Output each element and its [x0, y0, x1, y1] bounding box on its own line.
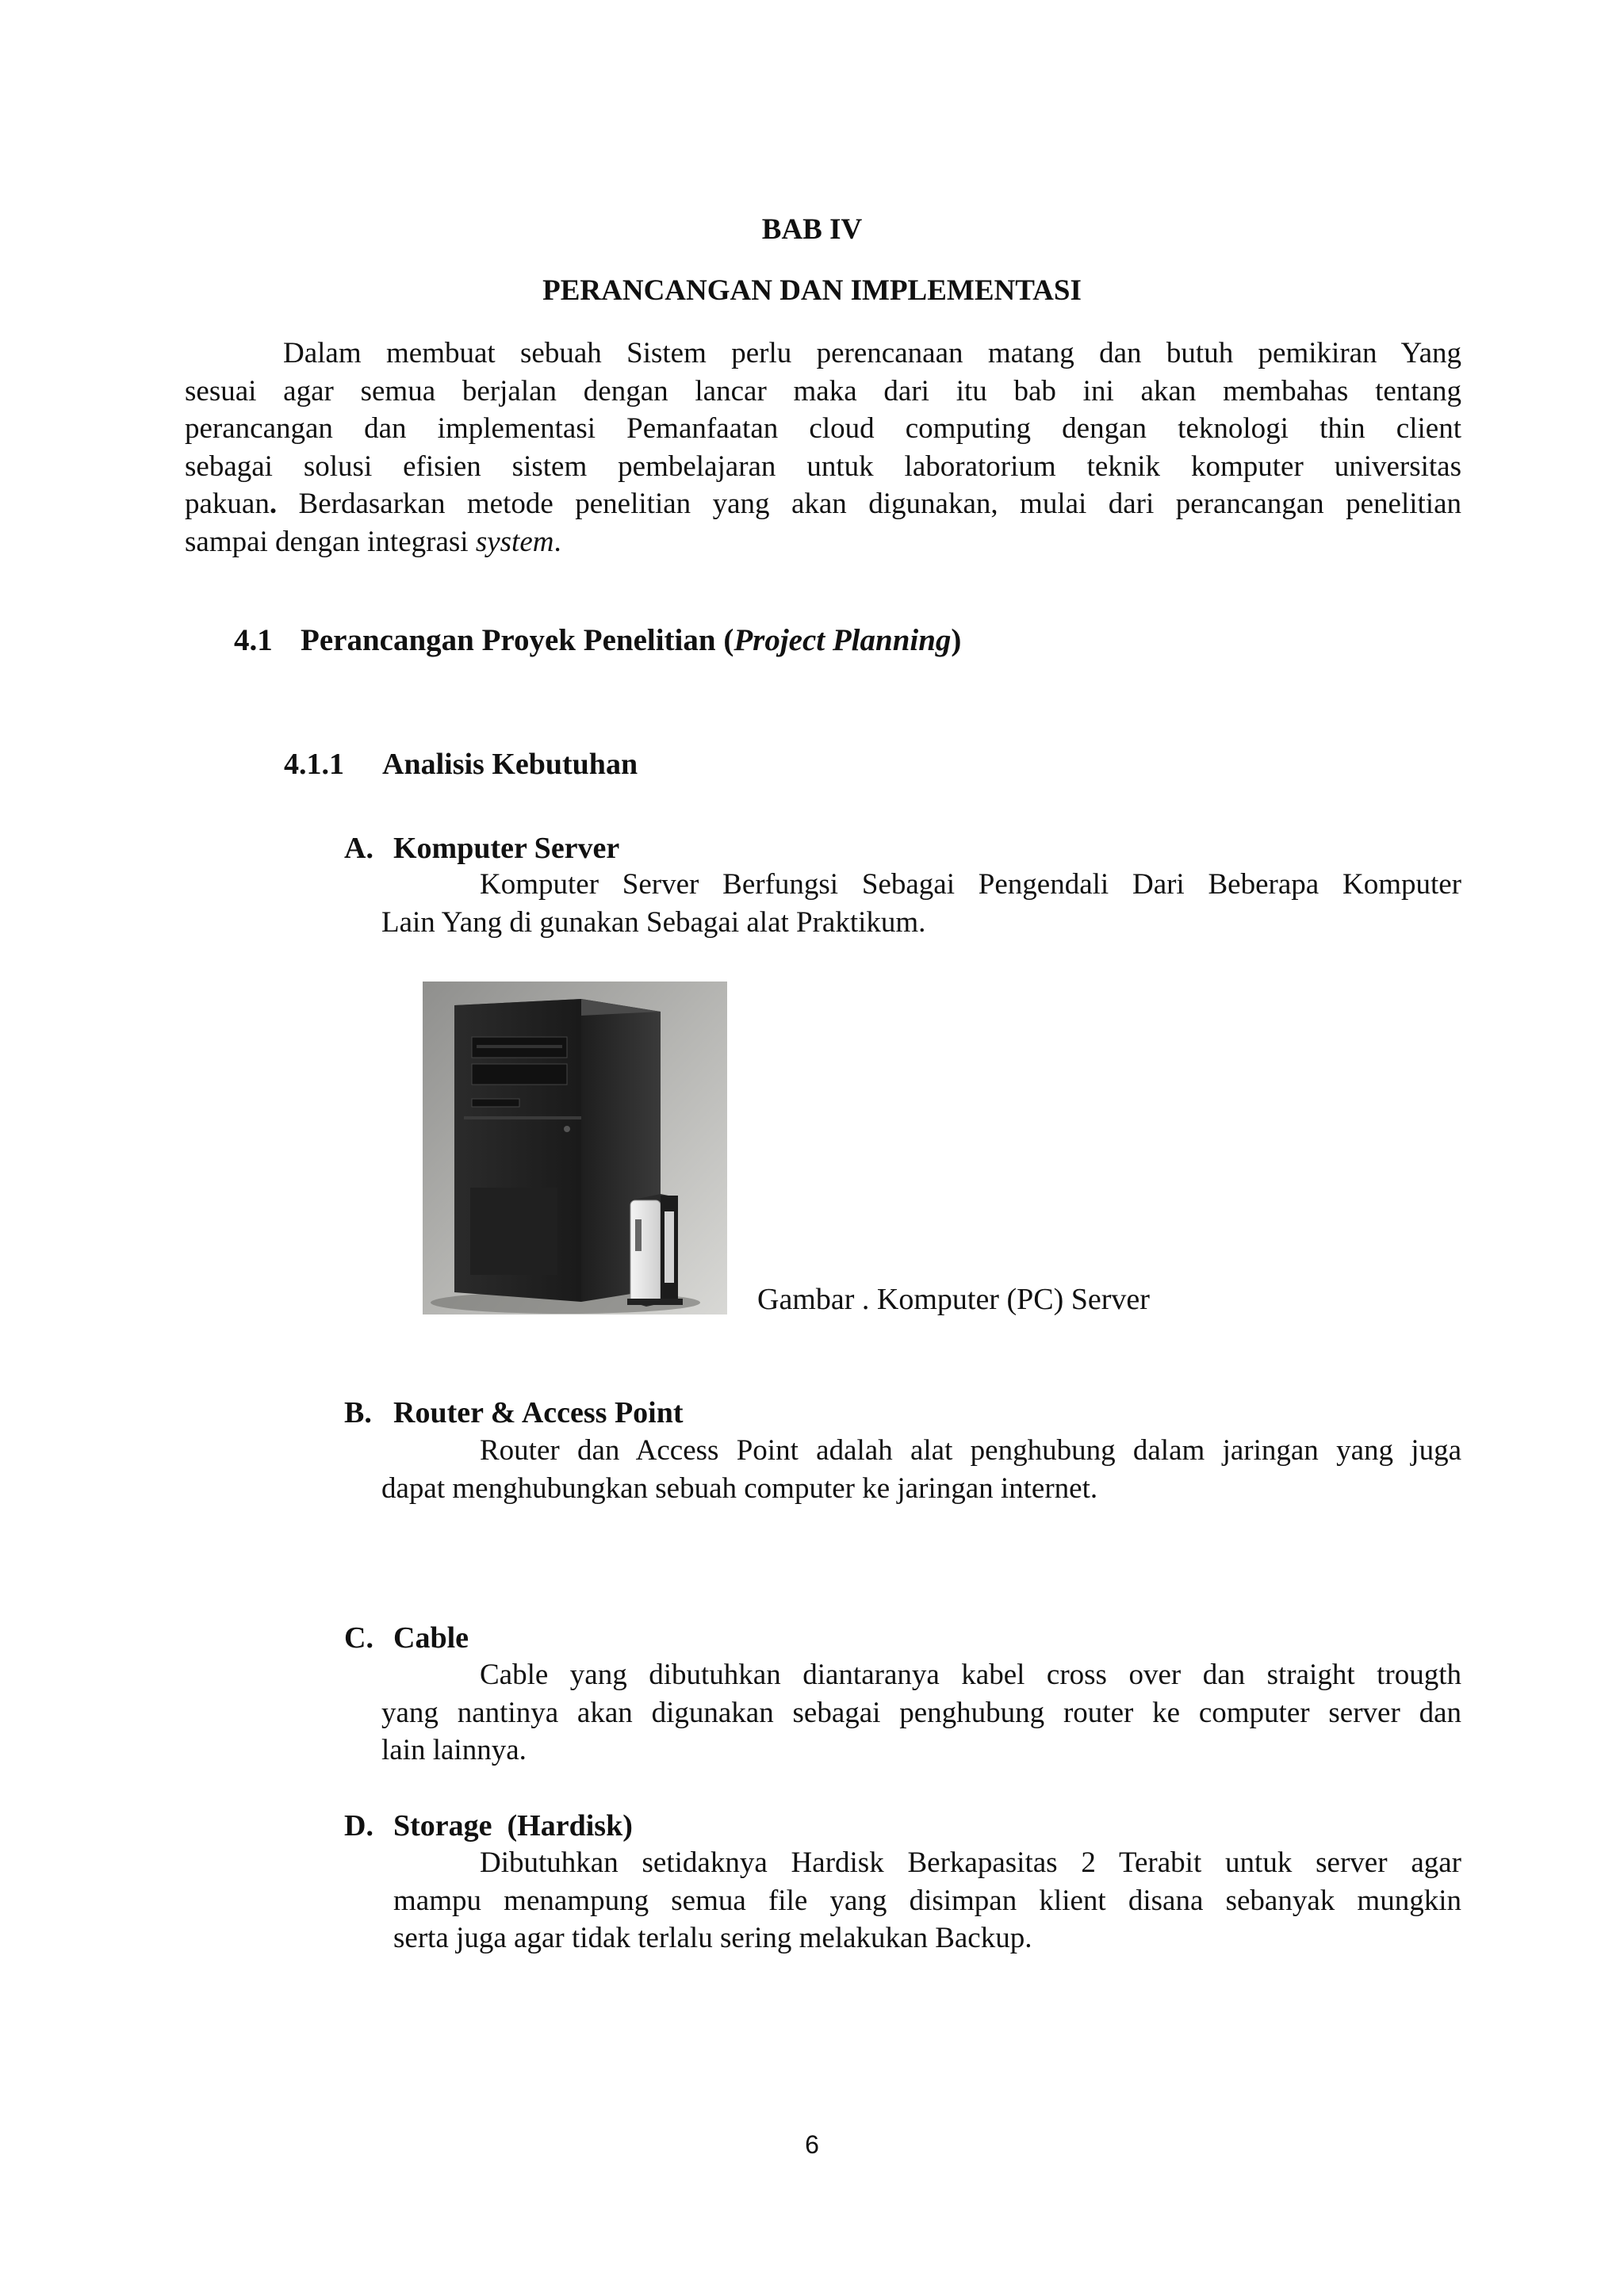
chapter-label: BAB IV: [761, 213, 863, 246]
item-title: Router & Access Point: [393, 1396, 684, 1429]
chapter-title: PERANCANGAN DAN IMPLEMENTASI: [542, 274, 1082, 307]
section-title-italic: Project Planning: [733, 623, 952, 657]
intro-text: sampai dengan integrasi: [185, 525, 476, 558]
page-number: 6: [805, 2130, 819, 2159]
intro-bold-dot: .: [269, 488, 278, 520]
item-line: Komputer Server Berfungsi Sebagai Pengendali Dari Beberapa Komputer: [480, 868, 1461, 901]
intro-word: pakuan: [185, 488, 270, 520]
section-title-end: ): [951, 623, 962, 657]
item-letter: B.: [344, 1396, 372, 1429]
item-c-paragraph: [381, 1656, 1461, 1770]
item-title: Komputer Server: [393, 832, 620, 865]
intro-paragraph: [185, 335, 1461, 561]
section-heading-4-1: [234, 622, 961, 659]
intro-italic: system: [475, 525, 554, 558]
item-line: yang nantinya akan digunakan sebagai penghubung router ke computer server dan: [381, 1696, 1461, 1729]
item-line: Router dan Access Point adalah alat penghubung dalam jaringan yang juga: [480, 1434, 1461, 1467]
section-number: 4.1: [234, 623, 273, 657]
item-title: Cable: [393, 1621, 469, 1655]
section-title: Perancangan Proyek Penelitian (: [301, 623, 734, 657]
item-line: dapat menghubungkan sebuah computer ke jaringan internet.: [381, 1471, 1098, 1505]
intro-rest: Berdasarkan metode penelitian yang akan digunakan, mulai dari perancangan penelitian: [277, 488, 1461, 520]
item-b-paragraph: [381, 1432, 1461, 1507]
item-letter: C.: [344, 1621, 373, 1655]
intro-line: Dalam membuat sebuah Sistem perlu perencanaan matang dan butuh pemikiran Yang: [283, 337, 1461, 369]
item-line: Lain Yang di gunakan Sebagai alat Praktikum.: [381, 905, 926, 939]
intro-line: sebagai solusi efisien sistem pembelajaran untuk laboratorium teknik komputer universitas: [185, 450, 1461, 483]
item-letter: A.: [344, 832, 373, 865]
intro-line: [185, 485, 1461, 523]
intro-line: perancangan dan implementasi Pemanfaatan cloud computing dengan teknologi thin client: [185, 412, 1461, 445]
item-line: lain lainnya.: [381, 1734, 527, 1766]
item-a-paragraph: [381, 866, 1461, 941]
item-line: mampu menampung semua file yang disimpan klient disana sebanyak mungkin: [393, 1884, 1461, 1917]
item-heading-d: [344, 1808, 633, 1844]
item-line: Cable yang dibutuhkan diantaranya kabel cross over dan straight trougth: [480, 1659, 1461, 1691]
item-line: Dibutuhkan setidaknya Hardisk Berkapasitas 2 Terabit untuk server agar: [480, 1846, 1461, 1879]
item-letter: D.: [344, 1809, 373, 1843]
subsection-title: Analisis Kebutuhan: [382, 748, 638, 781]
intro-line: [185, 523, 1461, 561]
item-heading-c: [344, 1620, 469, 1656]
pc-server-photo: [423, 982, 727, 1314]
section-heading-4-1-1: [284, 746, 638, 783]
item-d-paragraph: [393, 1844, 1461, 1957]
figure-caption: Gambar . Komputer (PC) Server: [757, 1283, 1150, 1316]
item-heading-b: [344, 1395, 684, 1431]
item-line: serta juga agar tidak terlalu sering melakukan Backup.: [393, 1922, 1032, 1954]
item-title: Storage (Hardisk): [393, 1809, 633, 1843]
item-heading-a: [344, 830, 619, 867]
subsection-number: 4.1.1: [284, 748, 344, 781]
intro-line: sesuai agar semua berjalan dengan lancar maka dari itu bab ini akan membahas tentang: [185, 374, 1461, 408]
intro-end: .: [553, 525, 561, 558]
